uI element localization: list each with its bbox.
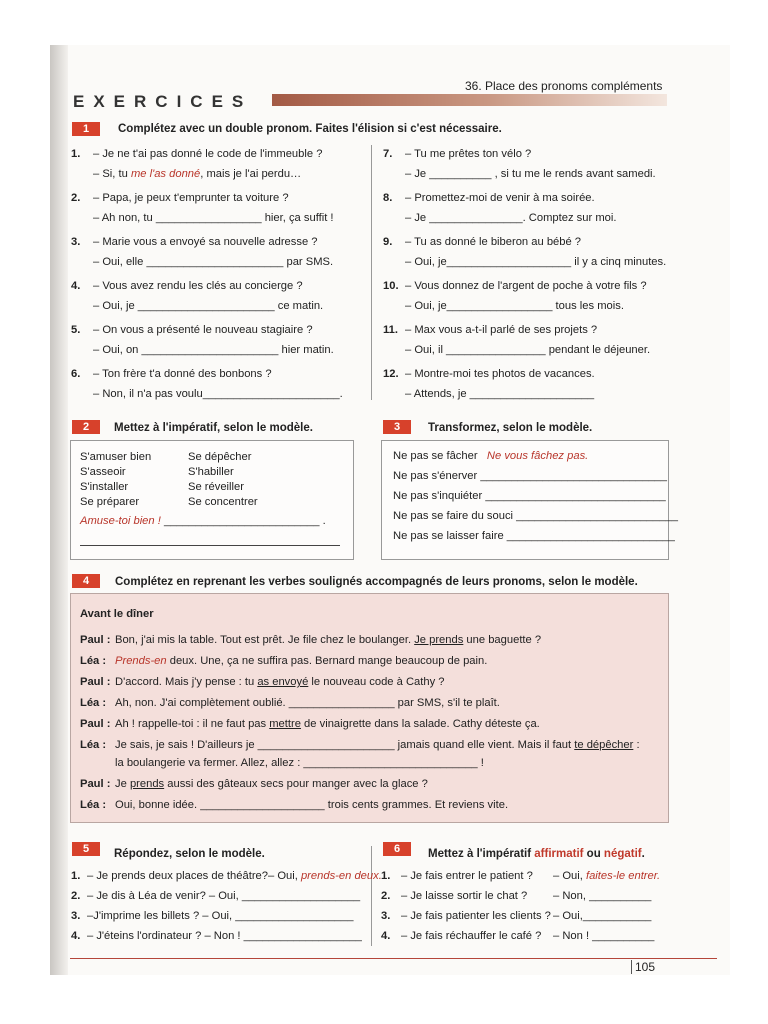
dialog-line-8: Paul : Je prends aussi des gâteaux secs pour manger avec la glace ? — [80, 778, 428, 790]
dialog-line-5: Paul : Ah ! rappelle-toi : il ne faut pas mettre de vinaigrette dans la salade. Cathy déteste ça. — [80, 718, 540, 730]
dialog-line-2: Léa : Prends-en deux. Une, ça ne suffira pas. Bernard mange beaucoup de pain. — [80, 655, 488, 667]
ex3-item-1: Ne pas se fâcher Ne vous fâchez pas. — [393, 450, 589, 462]
dialog-line-3: Paul : D'accord. Mais j'y pense : tu as envoyé le nouveau code à Cathy ? — [80, 676, 445, 688]
ex1-question-4: 4. – Vous avez rendu les clés au concierge ? — [71, 280, 303, 292]
ex2-verbs-col2: Se dépêcher S'habiller Se réveiller Se concentrer — [188, 451, 258, 508]
exercise-6-instruction: Mettez à l'impératif affirmatif ou négatif. — [428, 848, 645, 860]
ex5-item-1: 1. – Je prends deux places de théâtre?– Oui, prends-en deux. — [71, 870, 382, 882]
ex1-answer-9[interactable]: – Oui, je____________________ il y a cinq minutes. — [405, 256, 667, 268]
exercise-2-number: 2 — [72, 420, 100, 434]
exercise-1-number: 1 — [72, 122, 100, 136]
exercise-5-instruction: Répondez, selon le modèle. — [114, 848, 265, 860]
header-bar — [272, 94, 667, 106]
ex1-question-12: 12. – Montre-moi tes photos de vacances. — [383, 368, 595, 380]
ex1-answer-7[interactable]: – Je __________ , si tu me le rends avant samedi. — [405, 168, 656, 180]
ex1-question-11: 11. – Max vous a-t-il parlé de ses projets ? — [383, 324, 598, 336]
exercise-1-instruction: Complétez avec un double pronom. Faites l'élision si c'est nécessaire. — [118, 123, 502, 135]
footer-line — [70, 958, 717, 959]
ex1-question-3: 3. – Marie vous a envoyé sa nouvelle adresse ? — [71, 236, 318, 248]
dialog-line-6[interactable]: Léa : Je sais, je sais ! D'ailleurs je ______________________ jamais quand elle vient. Mais il faut te dépêcher : — [80, 739, 640, 751]
dialog-title: Avant le dîner — [80, 608, 154, 620]
ex1-answer-6[interactable]: – Non, il n'a pas voulu______________________. — [93, 388, 343, 400]
ex6-question-1: 1. – Je fais entrer le patient ? — [381, 870, 533, 882]
exercise-3-box — [381, 440, 678, 560]
ex1-answer-8[interactable]: – Je _______________. Comptez sur moi. — [405, 212, 617, 224]
ex6-answer-3[interactable]: – Oui,___________ — [553, 910, 652, 922]
chapter-title: 36. Place des pronoms compléments — [465, 79, 663, 93]
ex1-question-5: 5. – On vous a présenté le nouveau stagiaire ? — [71, 324, 313, 336]
dialog-line-7[interactable]: la boulangerie va fermer. Allez, allez : ____________________________ ! — [115, 757, 484, 769]
ex3-item-3[interactable]: Ne pas s'inquiéter _____________________________ — [393, 490, 666, 502]
ex1-answer-11[interactable]: – Oui, il ________________ pendant le déjeuner. — [405, 344, 651, 356]
ex6-answer-2[interactable]: – Non, __________ — [553, 890, 652, 902]
dialog-line-4[interactable]: Léa : Ah, non. J'ai complètement oublié. _________________ par SMS, s'il te plaît. — [80, 697, 500, 709]
ex1-answer-1: – Si, tu me l'as donné, mais je l'ai perdu… — [93, 168, 302, 180]
ex6-question-3: 3. – Je fais patienter les clients ? — [381, 910, 551, 922]
dialog-line-9[interactable]: Léa : Oui, bonne idée. ____________________ trois cents grammes. Et reviens vite. — [80, 799, 509, 811]
exercise-5-number: 5 — [72, 842, 100, 856]
exercise-3-instruction: Transformez, selon le modèle. — [428, 422, 593, 434]
ex1-answer-4[interactable]: – Oui, je ______________________ ce matin. — [93, 300, 324, 312]
ex1-question-1: 1. – Je ne t'ai pas donné le code de l'immeuble ? — [71, 148, 323, 160]
ex6-answer-1: – Oui, faites-le entrer. — [553, 870, 661, 882]
ex3-item-5[interactable]: Ne pas se laisser faire ___________________________ — [393, 530, 675, 542]
exercise-4-instruction: Complétez en reprenant les verbes soulignés accompagnés de leurs pronoms, selon le modèle. — [115, 576, 638, 588]
ex6-question-2: 2. – Je laisse sortir le chat ? — [381, 890, 528, 902]
column-divider — [371, 145, 372, 400]
ex2-blank-line[interactable] — [80, 545, 340, 546]
ex1-question-10: 10. – Vous donnez de l'argent de poche à votre fils ? — [383, 280, 647, 292]
ex2-example-line[interactable]: Amuse-toi bien ! _________________________ . — [80, 515, 326, 527]
ex6-answer-4[interactable]: – Non ! __________ — [553, 930, 655, 942]
ex5-item-2[interactable]: 2. – Je dis à Léa de venir? – Oui, ___________________ — [71, 890, 361, 902]
page-spine — [50, 45, 68, 975]
ex1-answer-12[interactable]: – Attends, je ____________________ — [405, 388, 595, 400]
exercise-3-number: 3 — [383, 420, 411, 434]
ex5-ex6-divider — [371, 846, 372, 946]
ex1-answer-3[interactable]: – Oui, elle ______________________ par SMS. — [93, 256, 334, 268]
ex5-item-4[interactable]: 4. – J'éteins l'ordinateur ? – Non ! ___________________ — [71, 930, 362, 942]
exercise-2-instruction: Mettez à l'impératif, selon le modèle. — [114, 422, 313, 434]
ex2-verbs-col1: S'amuser bien S'asseoir S'installer Se préparer — [80, 451, 152, 508]
page-number: 105 — [631, 960, 655, 974]
ex6-question-4: 4. – Je fais réchauffer le café ? — [381, 930, 542, 942]
ex1-question-7: 7. – Tu me prêtes ton vélo ? — [383, 148, 532, 160]
exercise-4-number: 4 — [72, 574, 100, 588]
exercise-2-box — [70, 440, 354, 560]
ex1-question-8: 8. – Promettez-moi de venir à ma soirée. — [383, 192, 595, 204]
ex1-answer-5[interactable]: – Oui, on ______________________ hier matin. — [93, 344, 334, 356]
exercises-heading: EXERCICES — [73, 92, 253, 111]
ex1-question-2: 2. – Papa, je peux t'emprunter ta voiture ? — [71, 192, 289, 204]
ex1-question-9: 9. – Tu as donné le biberon au bébé ? — [383, 236, 582, 248]
exercise-6-number: 6 — [383, 842, 411, 856]
ex3-item-4[interactable]: Ne pas se faire du souci __________________________ — [393, 510, 678, 522]
ex3-item-2[interactable]: Ne pas s'énerver ______________________________ — [393, 470, 667, 482]
ex1-question-6: 6. – Ton frère t'a donné des bonbons ? — [71, 368, 272, 380]
ex1-answer-10[interactable]: – Oui, je_________________ tous les mois. — [405, 300, 624, 312]
dialog-line-1: Paul : Bon, j'ai mis la table. Tout est prêt. Je file chez le boulanger. Je prends une baguette ? — [80, 634, 542, 646]
ex1-answer-2[interactable]: – Ah non, tu _________________ hier, ça suffit ! — [93, 212, 334, 224]
ex5-item-3[interactable]: 3. –J'imprime les billets ? – Oui, ___________________ — [71, 910, 354, 922]
